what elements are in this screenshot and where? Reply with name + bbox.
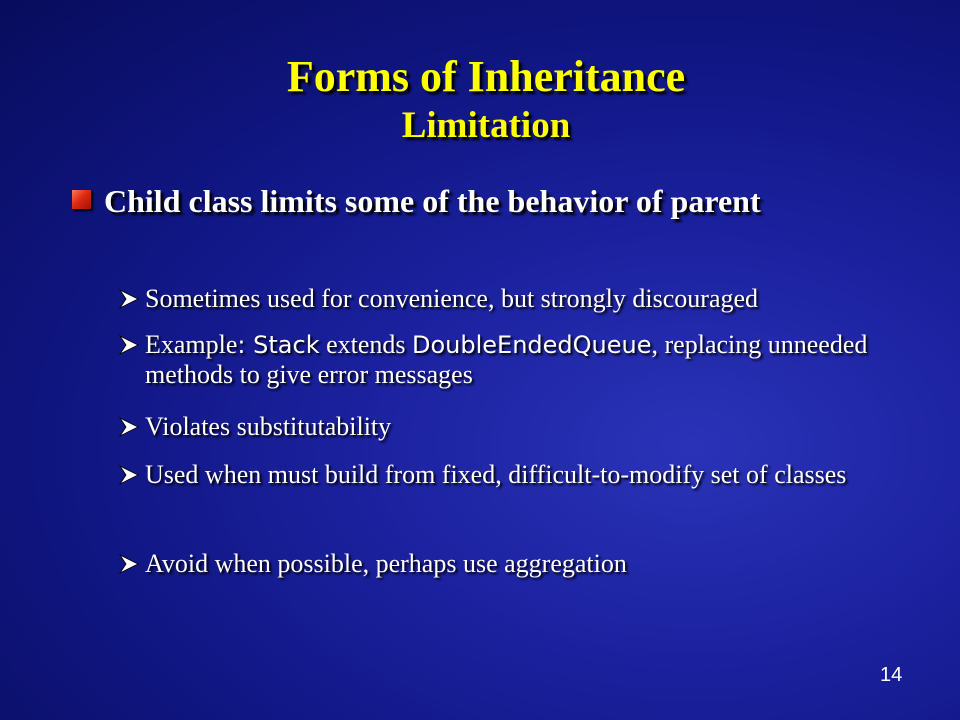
arrowhead-bullet-icon: [118, 288, 140, 310]
title-block: [0, 52, 960, 148]
main-bullet-text: Child class limits some of the behavior of parent: [104, 183, 761, 219]
slide-title: Forms of Inheritance: [286, 52, 686, 101]
sub-bullet-item: [118, 460, 918, 490]
sub-bullet-text: Avoid when possible, perhaps use aggregation: [145, 549, 627, 578]
sub-bullet-text: [118, 330, 918, 390]
arrowhead-bullet-icon: [118, 416, 140, 438]
example-colon: :: [237, 331, 254, 359]
code-double-ended-queue: DoubleEndedQueue: [412, 331, 652, 359]
red-square-bullet-icon: [72, 190, 91, 209]
main-bullet: [70, 180, 830, 222]
extends-keyword: extends: [319, 330, 413, 359]
sub-bullet-text: Sometimes used for convenience, but strongly discouraged: [145, 284, 759, 313]
sub-bullet-text: Used when must build from fixed, difficult-to-modify set of classes: [145, 460, 847, 489]
arrowhead-bullet-icon: [118, 464, 140, 486]
sub-bullet-item: [118, 549, 918, 579]
slide-subtitle: Limitation: [401, 105, 571, 146]
example-rest: , replacing unneeded methods to give error messages: [145, 330, 868, 389]
arrowhead-bullet-icon: [118, 553, 140, 575]
sub-bullet-item: [118, 330, 918, 390]
sub-bullet-item: [118, 412, 918, 442]
code-stack: Stack: [253, 331, 320, 359]
sub-bullet-text: Violates substitutability: [145, 412, 392, 441]
example-label: Example: [145, 330, 238, 359]
page-number: 14: [880, 664, 903, 686]
sub-bullet-item: [118, 284, 918, 314]
arrowhead-bullet-icon: [118, 334, 140, 356]
